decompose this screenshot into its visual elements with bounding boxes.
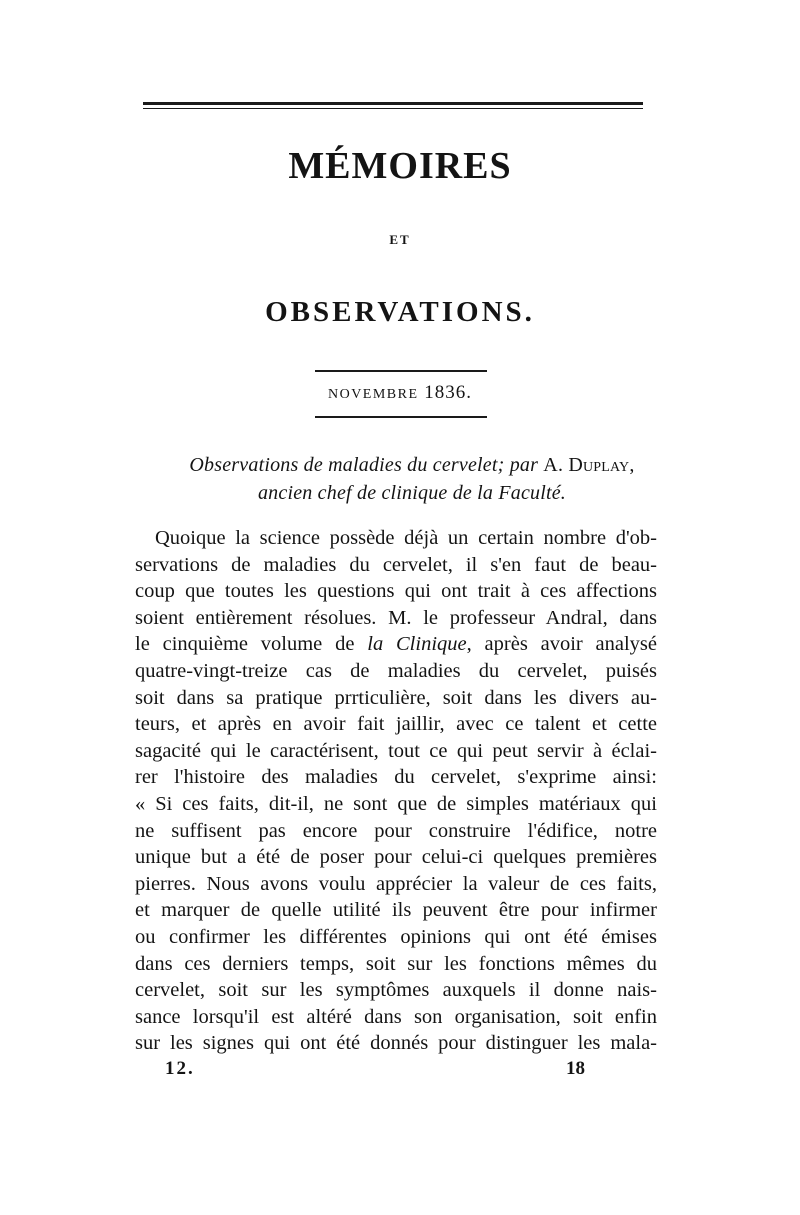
signature-mark: 12. xyxy=(165,1058,195,1079)
body-line: unique but a été de poser pour celui-ci quelques premières xyxy=(135,846,657,869)
body-line: servations de maladies du cervelet, il s'en faut de beau- xyxy=(135,553,657,576)
date-rule-top xyxy=(315,370,487,372)
body-line: soient entièrement résolues. M. le professeur Andral, dans xyxy=(135,606,657,629)
body-line-part: le cinquième volume de xyxy=(135,633,355,656)
body-line: et marquer de quelle utilité ils peuvent être pour infirmer xyxy=(135,899,657,922)
article-title: Observations de maladies du cervelet; par xyxy=(189,454,539,476)
body-line: coup que toutes les questions qui ont trait à ces affections xyxy=(135,580,657,603)
body-line: soit dans sa pratique prrticulière, soit dans les divers au- xyxy=(135,686,657,709)
page-number: 18 xyxy=(566,1058,585,1079)
body-line: dans ces derniers temps, soit sur les fonctions mêmes du xyxy=(135,952,657,975)
body-line: rer l'histoire des maladies du cervelet, s'exprime ainsi: xyxy=(135,766,657,789)
body-line: sur les signes qui ont été donnés pour distinguer les mala- xyxy=(135,1032,657,1055)
issue-month: NOVEMBRE xyxy=(327,387,419,402)
issue-year: 1836. xyxy=(424,382,473,403)
title-observations: OBSERVATIONS. xyxy=(265,296,535,328)
body-line: sagacité qui le caractérisent, tout ce qui peut servir à éclai- xyxy=(135,739,657,762)
article-heading-line1 xyxy=(12,454,800,477)
body-line: Quoique la science possède déjà un certain nombre d'ob- xyxy=(155,527,657,549)
book-title-clinique: la Clinique xyxy=(367,633,467,656)
body-line: teurs, et après en avoir fait jaillir, avec ce talent et cette xyxy=(135,713,657,736)
body-line xyxy=(135,631,657,658)
body-line: ou confirmer les différentes opinions qui ont été émises xyxy=(135,925,657,948)
issue-date xyxy=(0,382,800,404)
body-line: ne suffisent pas encore pour construire l'édifice, notre xyxy=(135,819,657,842)
title-conjunction: ET xyxy=(389,232,411,247)
author-name: Duplay xyxy=(568,454,630,476)
body-line: quatre-vingt-treize cas de maladies du cervelet, puisés xyxy=(135,659,657,682)
body-line: pierres. Nous avons voulu apprécier la valeur de ces faits, xyxy=(135,872,657,895)
heading-comma: , xyxy=(629,454,635,476)
body-line: sance lorsqu'il est altéré dans son organisation, soit enfin xyxy=(135,1005,657,1028)
author-initial: A. xyxy=(543,454,564,476)
top-double-rule xyxy=(143,102,643,109)
body-line-part: , après avoir analysé xyxy=(466,633,657,656)
body-line: cervelet, soit sur les symptômes auxquels il donne nais- xyxy=(135,979,657,1002)
body-line: « Si ces faits, dit-il, ne sont que de simples matériaux qui xyxy=(135,792,657,815)
article-heading-line2: ancien chef de clinique de la Faculté. xyxy=(257,482,567,504)
article-body xyxy=(135,525,657,1057)
title-memoires: MÉMOIRES xyxy=(288,145,512,187)
date-rule-bottom xyxy=(315,416,487,418)
